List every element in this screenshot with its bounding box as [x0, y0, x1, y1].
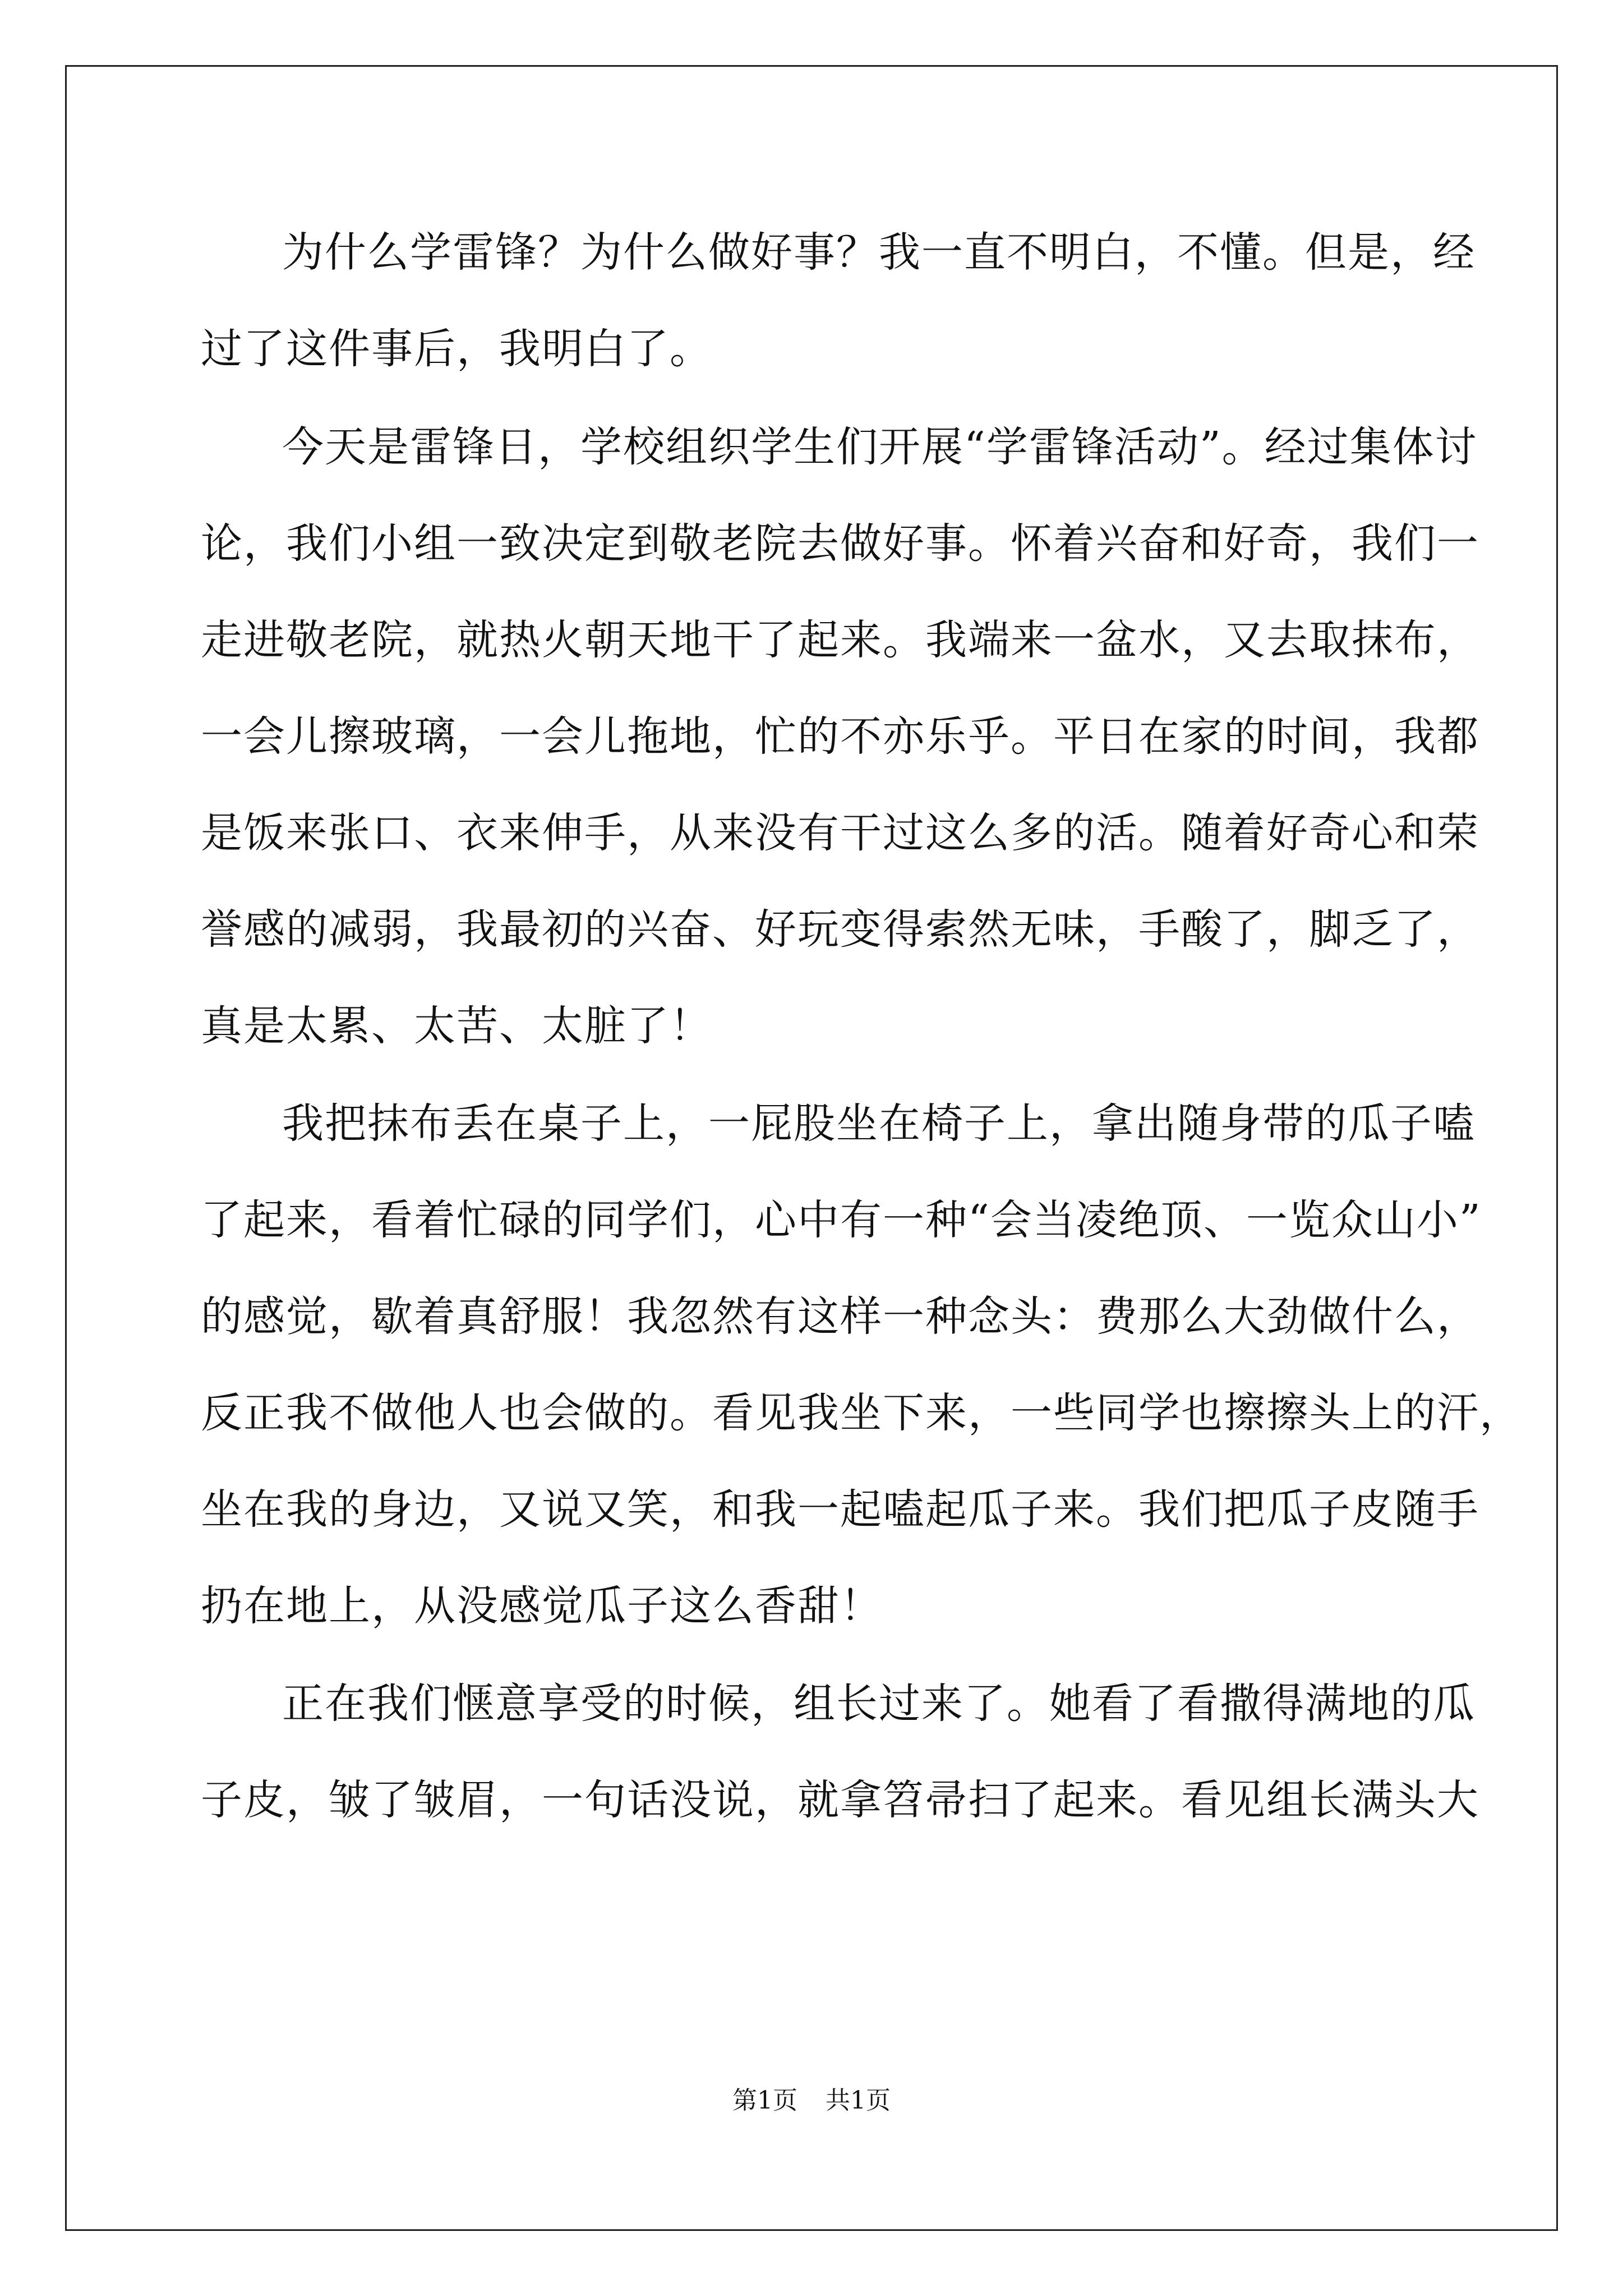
- paragraph-1-line-1: 为什么学雷锋？为什么做好事？我一直不明白，不懂。但是，经: [282, 228, 1476, 277]
- paragraph-3-line-3: 的感觉，歇着真舒服！我忽然有这样一种念头：费那么大劲做什么，: [201, 1292, 1479, 1341]
- paragraph-3-line-4: 反正我不做他人也会做的。看见我坐下来，一些同学也擦擦头上的汗，: [201, 1389, 1522, 1437]
- paragraph-3-line-2: 了起来，看着忙碌的同学们，心中有一种“会当凌绝顶、一览众山小”: [201, 1196, 1482, 1244]
- paragraph-2-line-4: 一会儿擦玻璃，一会儿拖地，忙的不亦乐乎。平日在家的时间，我都: [201, 712, 1479, 761]
- paragraph-4-line-2: 子皮，皱了皱眉，一句话没说，就拿笤帚扫了起来。看见组长满头大: [201, 1776, 1479, 1824]
- page-number-current: 第1页: [732, 2086, 797, 2115]
- paragraph-2-line-7: 真是太累、太苦、太脏了！: [201, 1002, 712, 1050]
- page-number-total: 共1页: [826, 2086, 891, 2115]
- paragraph-2-line-5: 是饭来张口、衣来伸手，从来没有干过这么多的活。随着好奇心和荣: [201, 809, 1479, 857]
- paragraph-2-line-6: 誉感的减弱，我最初的兴奋、好玩变得索然无味，手酸了，脚乏了，: [201, 905, 1479, 954]
- paragraph-2-line-3: 走进敬老院，就热火朝天地干了起来。我端来一盆水，又去取抹布，: [201, 616, 1479, 664]
- paragraph-3-line-6: 扔在地上，从没感觉瓜子这么香甜！: [201, 1582, 883, 1630]
- paragraph-1-line-2: 过了这件事后，我明白了。: [201, 325, 712, 373]
- paragraph-3-line-5: 坐在我的身边，又说又笑，和我一起嗑起瓜子来。我们把瓜子皮随手: [201, 1485, 1479, 1534]
- paragraph-3-line-1: 我把抹布丢在桌子上，一屁股坐在椅子上，拿出随身带的瓜子嗑: [282, 1099, 1476, 1148]
- paragraph-2-line-1: 今天是雷锋日，学校组织学生们开展“学雷锋活动”。经过集体讨: [282, 423, 1478, 471]
- page-footer: [0, 2084, 1623, 2118]
- paragraph-4-line-1: 正在我们惬意享受的时候，组长过来了。她看了看撒得满地的瓜: [282, 1680, 1476, 1728]
- paragraph-2-line-2: 论，我们小组一致决定到敬老院去做好事。怀着兴奋和好奇，我们一: [201, 519, 1479, 568]
